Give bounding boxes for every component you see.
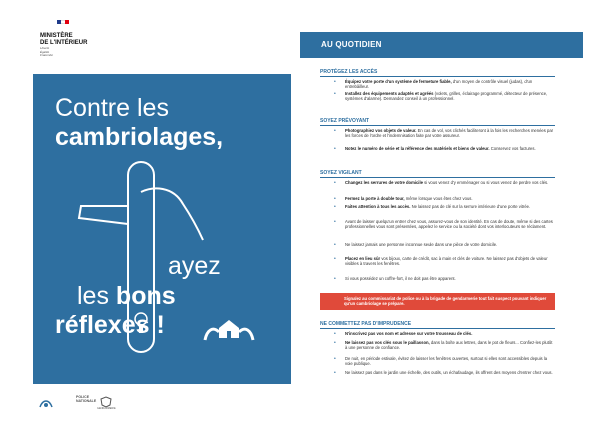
advice-item-bold: Installez des équipements adaptés et agréés [345, 91, 434, 96]
bullet-icon: • [334, 90, 336, 97]
advice-item-text: En cas de vol, vos clichés faciliteront à la fois les recherches menées par les forces de l'ordre et l'indemnisation faite par votre assureur. [345, 128, 554, 139]
banner-title: AU QUOTIDIEN [321, 40, 382, 49]
advice-item-text: De nuit, en période estivale, évitez de laisser les fenêtres ouvertes, surtout si elles sont accessibles depuis la voie publique. [345, 356, 548, 367]
advice-item-bold: Placez en lieu sûr [345, 256, 381, 261]
advice-item-text: (volets, grilles, éclairage programmé, détecteur de présence, systèmes d'alarme). Demandez conseil à un professionnel. [345, 91, 548, 102]
gendarmerie-label: GENDARMERIE [97, 407, 116, 410]
advice-item-bold: Faites attention à tous les accès. [345, 204, 411, 209]
ministry-title: MINISTÈRE DE L'INTÉRIEUR [40, 33, 88, 46]
protected-house-icon [201, 314, 257, 344]
advice-item [345, 340, 555, 350]
poster [33, 74, 291, 384]
alert-text: Signalez au commissariat de police ou à la brigade de gendarmerie tout fait suspect pouvant indiquer qu'un cambriolage se prépare. [344, 296, 547, 307]
gendarmerie-logo [97, 395, 116, 410]
advice-item [345, 276, 555, 281]
republic-flag-icon [57, 20, 69, 24]
bullet-icon: • [334, 218, 336, 225]
bullet-icon: • [334, 78, 336, 85]
advice-item [345, 204, 555, 209]
advice-item-bold: Changez les serrures de votre domicile [345, 180, 423, 185]
advice-item-bold: Photographiez vos objets de valeur. [345, 128, 417, 133]
advice-item-bold: Ne laissez pas vos clés sous le paillasson, [345, 340, 430, 345]
republic-motto: Liberté Égalité Fraternité [40, 46, 53, 57]
advice-item-text: dans la boîte aux lettres, dans le pot de fleurs... Confiez-les plutôt à une personne de confiance. [345, 340, 553, 351]
alert-box [320, 293, 555, 310]
advice-item [345, 146, 555, 151]
advice-item [345, 128, 555, 138]
advice-item-text: vos bijoux, carte de crédit, sac à main et clés de voiture. Ne laissez pas d'objets de valeur visibles à travers les fenêtres. [345, 256, 548, 267]
poster-line-5: réflexes ! [55, 311, 165, 339]
advice-item [345, 219, 555, 229]
advice-item [345, 356, 555, 366]
poster-line-2: cambriolages, [55, 123, 224, 151]
police-logo: POLICE NATIONALE [76, 395, 97, 403]
advice-item-text: Si vous possédez un coffre-fort, il ne doit pas être apparent. [345, 276, 456, 281]
advice-item [345, 242, 555, 247]
advice-item [345, 180, 555, 185]
advice-item-text: même lorsque vous êtes chez vous. [404, 196, 473, 201]
advice-item-text: Avant de laisser quelqu'un entrer chez vous, assurez-vous de son identité. En cas de doute, même si des cartes professionnelles vous sont présentées, appelez le service ou la société dont vos interlocuteurs se réclament. [345, 219, 553, 230]
poster-line-4 [77, 282, 176, 310]
section-title: SOYEZ VIGILANT [320, 170, 362, 176]
bullet-icon: • [334, 339, 336, 346]
bullet-icon: • [334, 241, 336, 248]
advice-item [345, 331, 555, 336]
advice-item-bold: Fermez la porte à double tour, [345, 196, 405, 201]
advice-item-bold: Équipez votre porte d'un système de fermeture fiable, [345, 79, 452, 84]
bullet-icon: • [334, 355, 336, 362]
advice-item [345, 196, 555, 201]
bullet-icon: • [334, 179, 336, 186]
advice-item-text: Ne laissez pas de clé sur la serrure intérieure d'une porte vitrée. [410, 204, 531, 209]
advice-item-text: d'un moyen de contrôle visuel (judas), d'un entrebâilleur. [345, 79, 533, 90]
poster-line-4-light: les [77, 282, 109, 310]
bullet-icon: • [334, 275, 336, 282]
advice-item [345, 370, 555, 375]
bullet-icon: • [334, 369, 336, 376]
section-title: SOYEZ PRÉVOYANT [320, 118, 369, 124]
section-divider [320, 125, 555, 126]
advice-item-text: Ne laissez pas dans le jardin une échelle, des outils, un échafaudage, ils offrent des moyens d'entrer chez vous. [345, 370, 553, 375]
advice-item-text: si vous venez d'y emménager ou si vous venez de perdre vos clés. [422, 180, 549, 185]
bullet-icon: • [334, 255, 336, 262]
advice-item [345, 256, 555, 266]
bullet-icon: • [334, 203, 336, 210]
advice-item [345, 91, 555, 101]
section-title: NE COMMETTEZ PAS D'IMPRUDENCE [320, 321, 412, 327]
section-title: PROTÉGEZ LES ACCÈS [320, 69, 378, 75]
ministry-emblem-icon [38, 396, 54, 408]
section-banner [300, 32, 583, 58]
section-divider [320, 76, 555, 77]
section-divider [320, 177, 555, 178]
advice-item-text: Ne laissez jamais une personne inconnue seule dans une pièce de votre domicile. [345, 242, 498, 247]
bullet-icon: • [334, 195, 336, 202]
bullet-icon: • [334, 127, 336, 134]
bullet-icon: • [334, 145, 336, 152]
section-divider [320, 328, 555, 329]
bullet-icon: • [334, 330, 336, 337]
advice-item-text: Conservez vos factures. [489, 146, 536, 151]
poster-line-1: Contre les [55, 94, 169, 122]
advice-item-bold: N'inscrivez pas vos nom et adresse sur votre trousseau de clés. [345, 331, 473, 336]
advice-item [345, 79, 555, 89]
advice-item-bold: Notez le numéro de série et la référence des matériels et biens de valeur. [345, 146, 490, 151]
poster-line-4-bold: bons [115, 282, 176, 310]
poster-line-3: ayez [168, 252, 221, 280]
